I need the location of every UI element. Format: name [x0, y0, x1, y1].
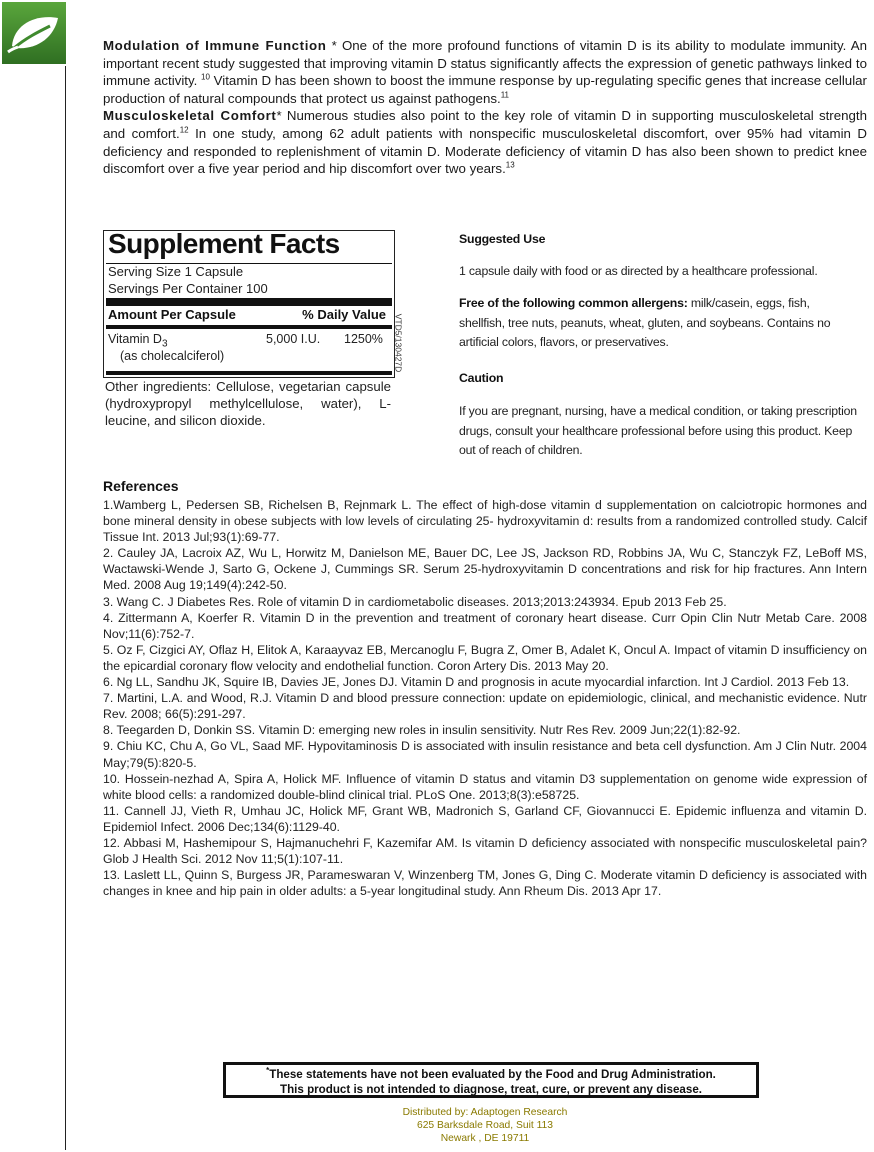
leaf-icon [2, 2, 66, 64]
margin-divider [65, 66, 66, 1150]
nutrient-daily-value: 1250% [344, 332, 383, 346]
daily-value-header: % Daily Value [302, 307, 386, 322]
references-list [103, 497, 867, 899]
suggested-use-text: 1 capsule daily with food or as directed by a healthcare professional. [459, 264, 818, 278]
reference-item: 9. Chiu KC, Chu A, Go VL, Saad MF. Hypovitaminosis D is associated with insulin resistance and beta cell dysfunction. Am J Clin Nutr. 2004 May;79(5):820-5. [103, 739, 867, 770]
reference-item: 11. Cannell JJ, Vieth R, Umhau JC, Holick MF, Grant WB, Madronich S, Garland CF, Giovannucci E. Epidemic influenza and vitamin D. Epidemiol Infect. 2006 Dec;134(6):1129-40. [103, 803, 867, 834]
amount-header: Amount Per Capsule [108, 307, 236, 322]
distributor-name: Distributed by: Adaptogen Research [402, 1107, 568, 1118]
disclaimer-line-2: This product is not intended to diagnose, treat, cure, or prevent any disease. [280, 1082, 702, 1096]
nutrient-amount: 5,000 I.U. [266, 332, 321, 346]
reference-item: 5. Oz F, Cizgici AY, Oflaz H, Elitok A, Karaayvaz EB, Mercanoglu F, Bugra Z, Omer B, Adalet K, Oncul A. Impact of vitamin D insufficiency on the epicardial coronary flow velocity and endothelial function. Coron Artery Dis. 2013 May 20. [103, 642, 867, 673]
immune-heading: Modulation of Immune Function [103, 38, 327, 53]
reference-item: 2. Cauley JA, Lacroix AZ, Wu L, Horwitz M, Danielson ME, Bauer DC, Lee JS, Jackson RD, Robbins JA, Wu C, Stanczyk FZ, LeBoff MS, Wactawski-Wende J, Sarto G, Ockene J, Cummings SR. Serum 25-hydroxyvitamin D concentrations and risk for hip fractures. Ann Intern Med. 2008 Aug 19;149(4):242-50. [103, 546, 867, 593]
facts-medium-divider [106, 325, 392, 329]
references-title: References [103, 478, 179, 494]
reference-item: 12. Abbasi M, Hashemipour S, Hajmanuchehri F, Kazemifar AM. Is vitamin D deficiency associated with nonspecific musculoskeletal pain? Glob J Health Sci. 2012 Nov 11;5(1):107-11. [103, 835, 867, 867]
supplement-facts-panel [103, 230, 395, 378]
facts-thick-divider [106, 298, 392, 306]
musculoskeletal-heading: Musculoskeletal Comfort [103, 108, 277, 124]
reference-item: 1.Wamberg L, Pedersen SB, Richelsen B, Rejnmark L. The effect of high-dose vitamin d supplementation on calciotropic hormones and bone mineral density in obese subjects with low levels of circulating 25- hydroxyvitamin d: results from a randomized controlled study. Calcif Tissue Int. 2013 Jul;93(1):69-77. [103, 498, 867, 545]
facts-title: Supplement Facts [108, 228, 340, 259]
caution-title: Caution [459, 371, 504, 385]
serving-size: Serving Size 1 Capsule [108, 264, 244, 279]
nutrient-name: Vitamin $D_3$ [108, 332, 168, 350]
distributor-address: 625 Barksdale Road, Suit 113 [416, 1120, 554, 1131]
fda-disclaimer [223, 1062, 759, 1098]
distributor-city: Newark , DE 19711 [440, 1133, 530, 1144]
allergens-text: Free of the following common allergens: milk/casein, eggs, fish, shellfish, tree nuts, peanuts, wheat, gluten, and soybeans. Contains no artificial colors, flavors, or preservatives. [459, 296, 831, 350]
reference-item: 6. Ng LL, Sandhu JK, Squire IB, Davies JE, Jones DJ. Vitamin D and prognosis in acute myocardial infarction. Int J Cardiol. 2013 Feb 13. [103, 675, 850, 690]
reference-item: 10. Hossein-nezhad A, Spira A, Holick MF. Influence of vitamin D status and vitamin D3 supplementation on genome wide expression of white blood cells: a randomized double-blind clinical trial. PLoS One. 2013;8(3):e58725. [103, 771, 867, 802]
reference-item: 8. Teegarden D, Donkin SS. Vitamin D: emerging new roles in insulin sensitivity. Nutr Res Rev. 2009 Jun;22(1):82-92. [103, 723, 741, 738]
facts-bottom-divider [106, 371, 392, 375]
nutrient-note: (as cholecalciferol) [120, 349, 225, 363]
reference-item: 4. Zittermann A, Koerfer R. Vitamin D in the prevention and treatment of coronary heart disease. Curr Opin Clin Nutr Metab Care. 2008 Nov;11(6):752-7. [103, 610, 867, 641]
intro-section [103, 37, 867, 178]
reference-item: 7. Martini, L.A. and Wood, R.J. Vitamin D and blood pressure connection: update on epidemiologic, clinical, and mechanistic evidence. Nutr Rev. 2008; 66(5):291-297. [103, 691, 867, 722]
suggested-use-title: Suggested Use [459, 232, 546, 246]
brand-logo [2, 2, 66, 64]
other-ingredients: Other ingredients: Cellulose, vegetarian capsule (hydroxypropyl methylcellulose, water), L-leucine, and silicon dioxide. [105, 379, 391, 428]
immune-paragraph: Modulation of Immune Function * One of the more profound functions of vitamin D is its ability to modulate immunity. An important recent study suggested that improving vitamin D status significantly affects the expression of genetic pathways linked to immune activity. $^{10}$ Vitamin D has been shown to boost the immune response by up-regulating specific genes that increase cellular production of natural compounds that protect us against pathogens.$^{11}$ [103, 38, 867, 106]
musculoskeletal-paragraph: Musculoskeletal Comfort* Numerous studies also point to the key role of vitamin D in supporting musculoskeletal strength and comfort.$^{12}$ In one study, among 62 adult patients with nonspecific musculoskeletal discomfort, over 95% had vitamin D deficiency and responded to replenishment of vitamin D. Moderate deficiency of vitamin D has also been shown to predict knee discomfort over a five year period and hip discomfort over two years.$^{13}$ [103, 108, 867, 177]
lot-code: VTD5/130427D [393, 313, 404, 373]
reference-item: 3. Wang C. J Diabetes Res. Role of vitamin D in cardiometabolic diseases. 2013;2013:243934. Epub 2013 Feb 25. [103, 594, 727, 609]
caution-text: If you are pregnant, nursing, have a medical condition, or taking prescription drugs, consult your healthcare professional before using this product. Keep out of reach of children. [459, 404, 857, 458]
servings-per-container: Servings Per Container 100 [108, 281, 268, 296]
disclaimer-line-1: *These statements have not been evaluated by the Food and Drug Administration. [266, 1066, 716, 1081]
reference-item: 13. Laslett LL, Quinn S, Burgess JR, Parameswaran V, Winzenberg TM, Jones G, Ding C. Moderate vitamin D deficiency is associated with changes in knee and hip pain in older adults: a 5-year longitudinal study. Ann Rheum Dis. 2013 Apr 17. [103, 868, 867, 899]
